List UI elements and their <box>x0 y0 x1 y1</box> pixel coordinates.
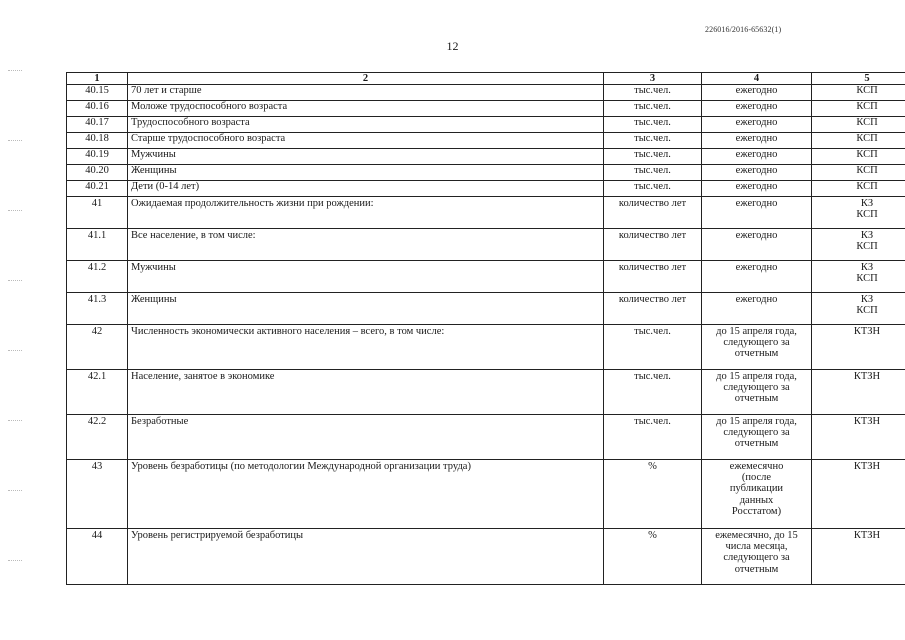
period-line: публикации <box>729 483 784 495</box>
unit: % <box>604 460 702 529</box>
source: КСП <box>812 85 905 101</box>
period <box>702 370 812 415</box>
indicator-name: Трудоспособного возраста <box>128 117 604 133</box>
unit: тыс.чел. <box>604 165 702 181</box>
period: ежегодно <box>702 197 812 229</box>
unit: тыс.чел. <box>604 85 702 101</box>
table-row <box>67 529 905 585</box>
indicator-name: Безработные <box>128 415 604 460</box>
source: КСП <box>812 149 905 165</box>
period-line: отчетным <box>734 393 779 405</box>
source: КСП <box>812 165 905 181</box>
row-number: 40.18 <box>67 133 128 149</box>
document-registration-number: 226016/2016-65632(1) <box>705 25 782 34</box>
row-number: 44 <box>67 529 128 585</box>
indicator-name: Мужчины <box>128 261 604 293</box>
table-row <box>67 101 905 117</box>
column-header: 4 <box>702 73 812 85</box>
unit: количество лет <box>604 197 702 229</box>
unit: тыс.чел. <box>604 133 702 149</box>
margin-mark <box>8 490 22 491</box>
row-number: 40.21 <box>67 181 128 197</box>
period: ежегодно <box>702 133 812 149</box>
period <box>702 325 812 370</box>
row-number: 40.20 <box>67 165 128 181</box>
period-line: до 15 апреля года, <box>716 371 797 382</box>
period-line: следующего за <box>723 552 790 564</box>
period: ежегодно <box>702 149 812 165</box>
period <box>702 529 812 585</box>
source <box>812 261 905 293</box>
indicator-name: Женщины <box>128 165 604 181</box>
column-header: 3 <box>604 73 702 85</box>
period-line: до 15 апреля года, <box>716 416 797 427</box>
table-row <box>67 229 905 261</box>
period-line: Росстатом) <box>731 505 782 517</box>
table-row <box>67 149 905 165</box>
row-number: 40.19 <box>67 149 128 165</box>
source: КСП <box>812 181 905 197</box>
source <box>812 229 905 261</box>
table-row <box>67 117 905 133</box>
table-row <box>67 197 905 229</box>
row-number: 43 <box>67 460 128 529</box>
margin-mark <box>8 350 22 351</box>
period: ежегодно <box>702 101 812 117</box>
table-row <box>67 293 905 325</box>
period-line: данных <box>739 494 774 506</box>
period-line: отчетным <box>734 563 779 575</box>
source-line: КСП <box>856 305 878 317</box>
source: КТЗН <box>812 325 905 370</box>
indicator-name: Население, занятое в экономике <box>128 370 604 415</box>
indicator-name: 70 лет и старше <box>128 85 604 101</box>
period: ежегодно <box>702 229 812 261</box>
table-row <box>67 133 905 149</box>
indicator-name: Дети (0-14 лет) <box>128 181 604 197</box>
indicator-name: Моложе трудоспособного возраста <box>128 101 604 117</box>
period-line: до 15 апреля года, <box>716 326 797 337</box>
indicator-name: Численность экономически активного населения – всего, в том числе: <box>128 325 604 370</box>
unit: тыс.чел. <box>604 370 702 415</box>
row-number: 41.2 <box>67 261 128 293</box>
source: КТЗН <box>812 529 905 585</box>
page-number: 12 <box>446 39 459 53</box>
period-line: отчетным <box>734 348 779 360</box>
period-line: отчетным <box>734 438 779 450</box>
margin-mark <box>8 420 22 421</box>
margin-mark <box>8 140 22 141</box>
period-line: ежемесячно, до 15 <box>715 530 798 541</box>
source: КТЗН <box>812 460 905 529</box>
unit: количество лет <box>604 261 702 293</box>
period-line: ежемесячно <box>729 461 784 472</box>
indicator-name: Уровень регистрируемой безработицы <box>128 529 604 585</box>
row-number: 41.1 <box>67 229 128 261</box>
row-number: 42.1 <box>67 370 128 415</box>
column-header: 2 <box>128 73 604 85</box>
source-line: КЗ <box>860 294 874 305</box>
column-header: 5 <box>812 73 905 85</box>
period-line: следующего за <box>723 382 790 394</box>
period-line: числа месяца, <box>725 541 788 553</box>
indicator-name: Уровень безработицы (по методологии Международной организации труда) <box>128 460 604 529</box>
unit: тыс.чел. <box>604 101 702 117</box>
indicator-name: Все население, в том числе: <box>128 229 604 261</box>
source-line: КЗ <box>860 262 874 273</box>
table-row <box>67 85 905 101</box>
period: ежегодно <box>702 293 812 325</box>
source <box>812 197 905 229</box>
period <box>702 415 812 460</box>
margin-mark <box>8 280 22 281</box>
row-number: 42 <box>67 325 128 370</box>
table-row <box>67 415 905 460</box>
indicator-name: Женщины <box>128 293 604 325</box>
period-line: (после <box>741 472 772 484</box>
table-row <box>67 460 905 529</box>
row-number: 41 <box>67 197 128 229</box>
margin-mark <box>8 560 22 561</box>
table-row <box>67 325 905 370</box>
source: КСП <box>812 133 905 149</box>
period: ежегодно <box>702 261 812 293</box>
source: КТЗН <box>812 370 905 415</box>
column-header: 1 <box>67 73 128 85</box>
unit: % <box>604 529 702 585</box>
source-line: КЗ <box>860 198 874 209</box>
indicator-name: Старше трудоспособного возраста <box>128 133 604 149</box>
table-row <box>67 261 905 293</box>
period <box>702 460 812 529</box>
source-line: КЗ <box>860 230 874 241</box>
margin-mark <box>8 70 22 71</box>
row-number: 40.16 <box>67 101 128 117</box>
indicators-table <box>66 72 905 585</box>
unit: тыс.чел. <box>604 325 702 370</box>
unit: тыс.чел. <box>604 117 702 133</box>
row-number: 40.17 <box>67 117 128 133</box>
table-row <box>67 370 905 415</box>
row-number: 41.3 <box>67 293 128 325</box>
margin-mark <box>8 210 22 211</box>
indicator-name: Мужчины <box>128 149 604 165</box>
source-line: КСП <box>856 273 878 285</box>
period: ежегодно <box>702 181 812 197</box>
table-row <box>67 165 905 181</box>
table-row <box>67 181 905 197</box>
unit: количество лет <box>604 229 702 261</box>
source: КСП <box>812 101 905 117</box>
source: КСП <box>812 117 905 133</box>
unit: тыс.чел. <box>604 149 702 165</box>
period: ежегодно <box>702 85 812 101</box>
period-line: следующего за <box>723 337 790 349</box>
period-line: следующего за <box>723 427 790 439</box>
row-number: 40.15 <box>67 85 128 101</box>
period: ежегодно <box>702 117 812 133</box>
table-header-row <box>67 73 905 85</box>
source-line: КСП <box>856 209 878 221</box>
unit: количество лет <box>604 293 702 325</box>
period: ежегодно <box>702 165 812 181</box>
row-number: 42.2 <box>67 415 128 460</box>
indicator-name: Ожидаемая продолжительность жизни при рождении: <box>128 197 604 229</box>
source-line: КСП <box>856 241 878 253</box>
source: КТЗН <box>812 415 905 460</box>
unit: тыс.чел. <box>604 415 702 460</box>
source <box>812 293 905 325</box>
unit: тыс.чел. <box>604 181 702 197</box>
